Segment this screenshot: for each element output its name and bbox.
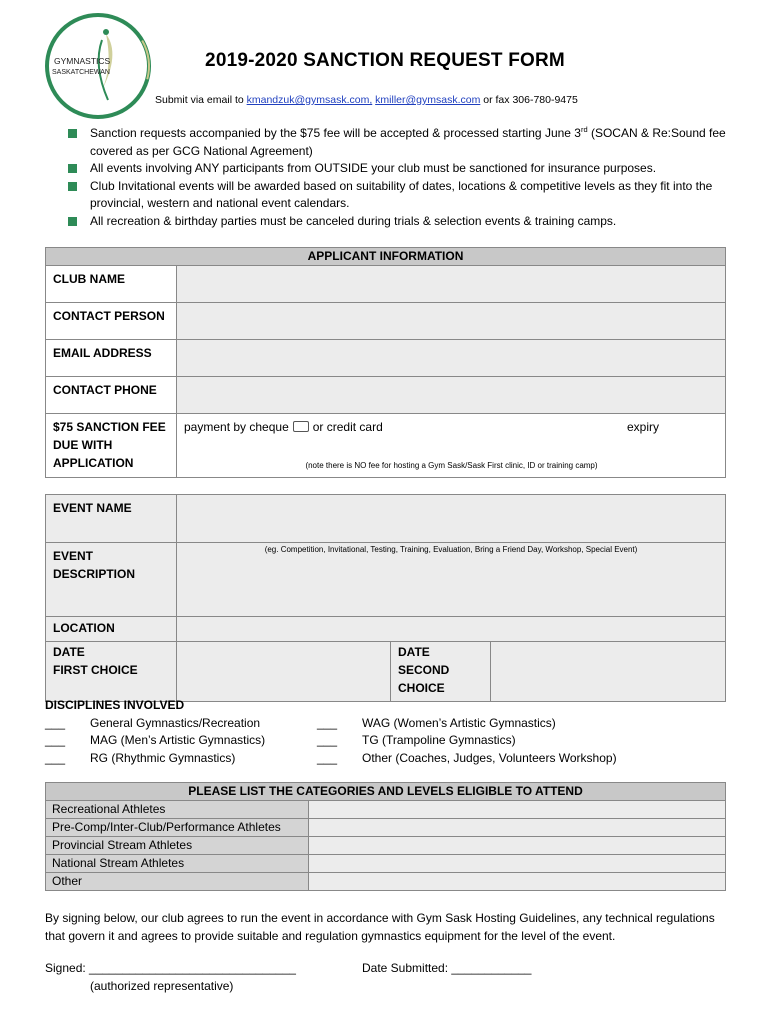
bullet-square-icon <box>68 182 77 191</box>
email-link-1[interactable]: kmandzuk@gymsask.com, <box>246 94 373 106</box>
category-recreational-label: Recreational Athletes <box>46 801 309 819</box>
discipline-blank[interactable]: ___ <box>45 733 66 747</box>
svg-text:GYMNASTICS: GYMNASTICS <box>54 56 111 66</box>
authorized-representative-label: (authorized representative) <box>90 979 234 993</box>
event-table <box>45 494 726 702</box>
applicant-table <box>45 247 726 478</box>
contact-person-label: CONTACT PERSON <box>46 303 177 340</box>
discipline-wag: WAG (Women’s Artistic Gymnastics) <box>362 715 556 730</box>
club-name-field[interactable] <box>177 266 726 303</box>
rule-item: All recreation & birthday parties must be canceled during trials & selection events & training camps. <box>68 213 728 231</box>
contact-person-field[interactable] <box>177 303 726 340</box>
discipline-rg: RG (Rhythmic Gymnastics) <box>90 750 236 765</box>
signature-line[interactable]: Signed: _______________________________ <box>45 961 296 975</box>
disciplines-section <box>45 697 735 769</box>
date-second-choice-field[interactable] <box>491 642 726 702</box>
discipline-blank[interactable]: ___ <box>317 750 338 765</box>
form-title: 2019-2020 SANCTION REQUEST FORM <box>205 50 565 71</box>
discipline-mag: MAG (Men’s Artistic Gymnastics) <box>90 733 266 747</box>
category-other-field[interactable] <box>309 873 726 891</box>
sanction-fee-label: $75 SANCTION FEE DUE WITH APPLICATION <box>46 414 177 478</box>
payment-cheque-label: payment by cheque <box>184 420 289 434</box>
rule-item: Sanction requests accompanied by the $75 fee will be accepted & processed starting June 3rd (SOCAN & Re:Sound fee covered as per GCG National Agreement) <box>68 125 728 160</box>
disciplines-title: DISCIPLINES INVOLVED <box>45 698 185 712</box>
applicant-header: APPLICANT INFORMATION <box>46 248 726 266</box>
email-address-label: EMAIL ADDRESS <box>46 340 177 377</box>
category-precomp-field[interactable] <box>309 819 726 837</box>
svg-text:SASKATCHEWAN: SASKATCHEWAN <box>52 69 110 76</box>
date-first-choice-label: DATE FIRST CHOICE <box>46 642 177 702</box>
categories-table <box>45 782 726 891</box>
expiry-label: expiry <box>627 420 660 434</box>
category-recreational-field[interactable] <box>309 801 726 819</box>
club-name-label: CLUB NAME <box>46 266 177 303</box>
category-national-label: National Stream Athletes <box>46 855 309 873</box>
event-description-label: EVENT DESCRIPTION <box>46 543 177 617</box>
rule-item: Club Invitational events will be awarded based on suitability of dates, locations & competitive levels as they fit into the provincial, western and national event calendars. <box>68 178 728 213</box>
payment-credit-label: or credit card <box>312 420 383 434</box>
email-link-2[interactable]: kmiller@gymsask.com <box>375 94 481 106</box>
category-provincial-label: Provincial Stream Athletes <box>46 837 309 855</box>
fee-note: (note there is NO fee for hosting a Gym Sask/Sask First clinic, ID or training camp) <box>305 461 598 470</box>
discipline-other: Other (Coaches, Judges, Volunteers Workshop) <box>362 750 617 765</box>
fax-text: or fax 306-780-9475 <box>480 94 578 106</box>
location-field[interactable] <box>177 617 726 642</box>
payment-checkbox[interactable] <box>293 421 309 432</box>
email-address-field[interactable] <box>177 340 726 377</box>
date-second-choice-label: DATE SECOND CHOICE <box>391 642 491 702</box>
event-name-label: EVENT NAME <box>46 495 177 543</box>
bullet-square-icon <box>68 217 77 226</box>
category-provincial-field[interactable] <box>309 837 726 855</box>
categories-header: PLEASE LIST THE CATEGORIES AND LEVELS ELIGIBLE TO ATTEND <box>46 783 726 801</box>
agreement-text: By signing below, our club agrees to run the event in accordance with Gym Sask Hosting Guidelines, any technical regulations that govern it and agrees to provide suitable and regulation gymnastics equipment for the level of the event. <box>45 911 715 943</box>
discipline-blank[interactable]: ___ <box>317 733 338 747</box>
location-label: LOCATION <box>46 617 177 642</box>
date-first-choice-field[interactable] <box>177 642 391 702</box>
submit-instructions <box>155 94 578 106</box>
contact-phone-label: CONTACT PHONE <box>46 377 177 414</box>
date-submitted-line[interactable]: Date Submitted: ____________ <box>362 961 532 975</box>
event-name-field[interactable] <box>177 495 726 543</box>
category-other-label: Other <box>46 873 309 891</box>
event-description-field[interactable] <box>177 543 726 617</box>
rules-list <box>68 125 728 230</box>
contact-phone-field[interactable] <box>177 377 726 414</box>
discipline-blank[interactable]: ___ <box>45 715 66 730</box>
discipline-general: General Gymnastics/Recreation <box>90 715 261 730</box>
rule-item: All events involving ANY participants from OUTSIDE your club must be sanctioned for insurance purposes. <box>68 160 728 178</box>
discipline-blank[interactable]: ___ <box>317 715 338 730</box>
event-description-hint: (eg. Competition, Invitational, Testing, Training, Evaluation, Bring a Friend Day, Workshop, Special Event) <box>264 545 638 554</box>
discipline-tg: TG (Trampoline Gymnastics) <box>362 733 516 747</box>
submit-prefix: Submit via email to <box>155 94 247 106</box>
bullet-square-icon <box>68 164 77 173</box>
discipline-blank[interactable]: ___ <box>45 750 66 765</box>
bullet-square-icon <box>68 129 77 138</box>
payment-cell <box>177 414 726 478</box>
category-national-field[interactable] <box>309 855 726 873</box>
category-precomp-label: Pre-Comp/Inter-Club/Performance Athletes <box>46 819 309 837</box>
